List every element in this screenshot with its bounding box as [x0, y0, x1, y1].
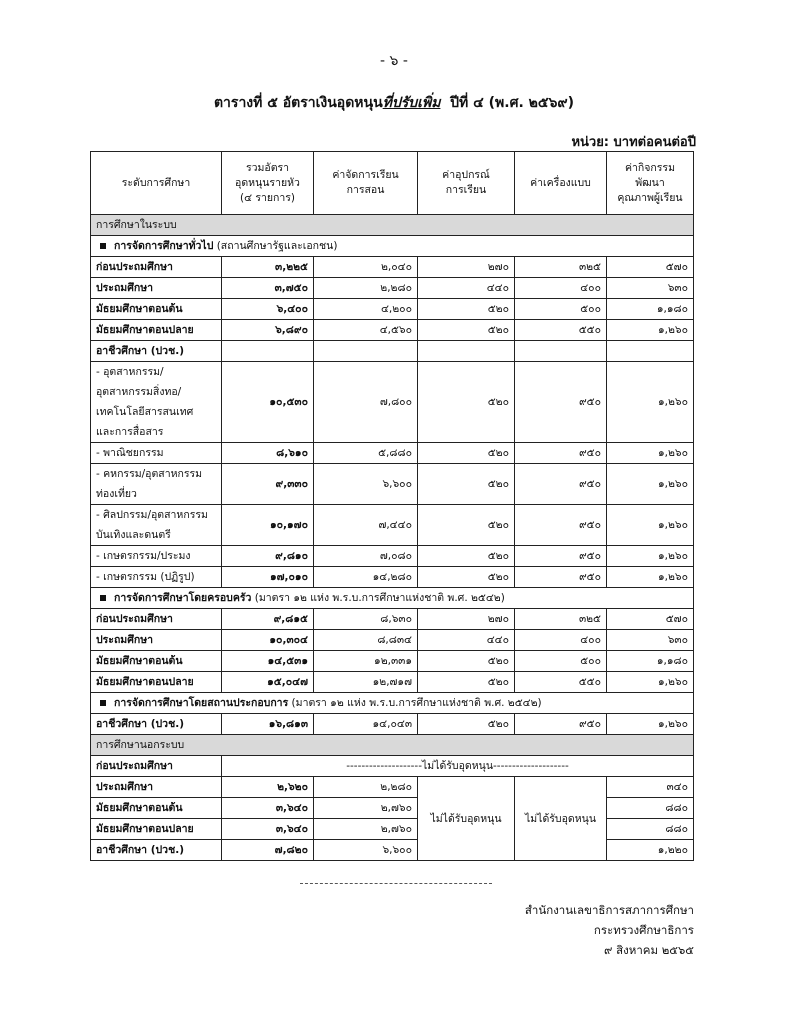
- cell-activity: ๖๓๐: [607, 278, 694, 299]
- cell-activity: ๑,๒๖๐: [607, 464, 694, 505]
- cell-uniform: ๔๐๐: [515, 630, 607, 651]
- nonformal-preschool-row: [91, 756, 694, 777]
- cell-total: ๑๐,๓๐๔: [222, 630, 314, 651]
- cell-total: ๑๐,๑๗๐: [222, 505, 314, 546]
- row-label: มัธยมศึกษาตอนต้น: [91, 651, 222, 672]
- bullet-icon: [100, 595, 106, 601]
- cell-total: ๒,๖๒๐: [222, 777, 314, 798]
- cell-teaching: ๕,๘๘๐: [314, 443, 418, 464]
- bullet-icon: [100, 700, 106, 706]
- cell-uniform: ๙๕๐: [515, 464, 607, 505]
- cell-teaching: ๑๔,๐๔๓: [314, 714, 418, 735]
- header-teaching: [314, 152, 418, 215]
- group-title: การจัดการศึกษาโดยครอบครัว: [114, 592, 252, 604]
- cell-equipment: ๕๒๐: [418, 546, 515, 567]
- empty-cell: [314, 341, 418, 362]
- signature-office: สำนักงานเลขาธิการสภาการศึกษา: [524, 903, 694, 917]
- header-level: ระดับการศึกษา: [91, 152, 222, 215]
- cell-teaching: ๒,๐๔๐: [314, 257, 418, 278]
- cell-equipment: ๔๔๐: [418, 278, 515, 299]
- section-label: การศึกษาในระบบ: [91, 215, 694, 236]
- table-row: [91, 714, 694, 735]
- group-row-family: [91, 588, 694, 609]
- table-row: [91, 651, 694, 672]
- cell-equipment: ๕๒๐: [418, 567, 515, 588]
- signature-date: ๙ สิงหาคม ๒๕๖๕: [604, 943, 694, 957]
- cell-activity: ๑,๑๘๐: [607, 651, 694, 672]
- header-equipment-line2: การเรียน: [445, 184, 487, 196]
- table-row: [91, 672, 694, 693]
- cell-uniform: ๙๕๐: [515, 362, 607, 443]
- cell-equipment: ๒๗๐: [418, 609, 515, 630]
- table-header-row: [91, 152, 694, 215]
- cell-uniform: ๓๒๕: [515, 257, 607, 278]
- group-row-general: [91, 236, 694, 257]
- cell-teaching: ๒,๒๘๐: [314, 278, 418, 299]
- row-label: ก่อนประถมศึกษา: [91, 257, 222, 278]
- table-row: [91, 505, 694, 546]
- table-row: [91, 630, 694, 651]
- cell-activity: ๘๘๐: [607, 798, 694, 819]
- cell-equipment: ๕๒๐: [418, 505, 515, 546]
- cell-activity: ๑,๒๖๐: [607, 672, 694, 693]
- table-row: [91, 609, 694, 630]
- cell-teaching: ๗,๔๔๐: [314, 505, 418, 546]
- table-row: [91, 257, 694, 278]
- header-teaching-line1: ค่าจัดการเรียน: [332, 169, 399, 181]
- cell-total: ๗,๘๒๐: [222, 840, 314, 861]
- cell-activity: ๑,๑๘๐: [607, 299, 694, 320]
- empty-cell: [418, 341, 515, 362]
- header-total-line1: รวมอัตรา: [245, 161, 290, 174]
- cell-total: ๓,๒๒๕: [222, 257, 314, 278]
- header-activity-line1: ค่ากิจกรรมพัฒนา: [625, 161, 675, 189]
- cell-teaching: ๒,๗๖๐: [314, 819, 418, 840]
- cell-total: ๘,๖๑๐: [222, 443, 314, 464]
- footer-divider: [300, 883, 492, 884]
- cell-equipment: ๕๒๐: [418, 672, 515, 693]
- cell-uniform: ๕๕๐: [515, 672, 607, 693]
- table-row: [91, 299, 694, 320]
- header-total-line2: อุดหนุนรายหัว: [235, 176, 300, 189]
- cell-activity: ๑,๒๖๐: [607, 443, 694, 464]
- cell-activity: ๘๘๐: [607, 819, 694, 840]
- cell-uniform: ๔๐๐: [515, 278, 607, 299]
- cell-teaching: ๖,๖๐๐: [314, 840, 418, 861]
- table-row: [91, 777, 694, 798]
- group-note: (มาตรา ๑๒ แห่ง พ.ร.บ.การศึกษาแห่งชาติ พ.ศ. ๒๕๔๒): [288, 697, 542, 709]
- title-emphasis: ที่ปรับเพิ่ม: [382, 95, 441, 111]
- cell-teaching: ๔,๕๖๐: [314, 320, 418, 341]
- cell-teaching: ๑๒,๗๑๗: [314, 672, 418, 693]
- cell-activity: ๑,๒๖๐: [607, 320, 694, 341]
- cell-total: ๓,๖๔๐: [222, 798, 314, 819]
- cell-equipment: ๒๗๐: [418, 257, 515, 278]
- table-data-body: [91, 257, 694, 861]
- cell-total: ๙,๘๑๐: [222, 546, 314, 567]
- header-activity-line2: คุณภาพผู้เรียน: [617, 191, 683, 204]
- table-row: [91, 464, 694, 505]
- empty-cell: [222, 341, 314, 362]
- row-label: ประถมศึกษา: [91, 278, 222, 299]
- row-label: อาชีวศึกษา (ปวช.): [91, 840, 222, 861]
- cell-equipment: ๔๔๐: [418, 630, 515, 651]
- row-label: ก่อนประถมศึกษา: [91, 609, 222, 630]
- cell-equipment: ๕๒๐: [418, 320, 515, 341]
- cell-activity: ๕๗๐: [607, 257, 694, 278]
- cell-activity: ๕๗๐: [607, 609, 694, 630]
- group-title: การจัดการศึกษาโดยสถานประกอบการ: [114, 697, 289, 709]
- cell-teaching: ๘,๘๓๔: [314, 630, 418, 651]
- cell-uniform: ๕๐๐: [515, 299, 607, 320]
- subsidy-rate-table: [90, 151, 694, 861]
- cell-uniform: ๙๕๐: [515, 714, 607, 735]
- row-label: ประถมศึกษา: [91, 630, 222, 651]
- group-label: [91, 236, 694, 257]
- cell-teaching: ๖,๖๐๐: [314, 464, 418, 505]
- cell-activity: ๑,๒๖๐: [607, 362, 694, 443]
- cell-uniform-not-subsidized: ไม่ได้รับอุดหนุน: [515, 777, 607, 861]
- cell-total: ๙,๘๑๕: [222, 609, 314, 630]
- cell-uniform: ๕๐๐: [515, 651, 607, 672]
- row-label: มัธยมศึกษาตอนต้น: [91, 299, 222, 320]
- row-label: มัธยมศึกษาตอนต้น: [91, 798, 222, 819]
- cell-activity: ๑,๒๒๐: [607, 840, 694, 861]
- row-label: ประถมศึกษา: [91, 777, 222, 798]
- header-uniform: ค่าเครื่องแบบ: [515, 152, 607, 215]
- title-suffix: ปีที่ ๔ (พ.ศ. ๒๕๖๙): [440, 95, 575, 111]
- empty-cell: [607, 341, 694, 362]
- cell-teaching: ๒,๗๖๐: [314, 798, 418, 819]
- row-label: - ศิลปกรรม/อุตสาหกรรม บันเทิงและดนตรี: [91, 505, 222, 546]
- header-equipment-line1: ค่าอุปกรณ์: [442, 169, 490, 181]
- row-label: - เกษตรกรรม/ประมง: [91, 546, 222, 567]
- table-row: [91, 362, 694, 443]
- vocational-header-row: [91, 341, 694, 362]
- table-row: [91, 443, 694, 464]
- cell-activity: ๑,๒๖๐: [607, 567, 694, 588]
- title-prefix: ตารางที่ ๕ อัตราเงินอุดหนุน: [213, 95, 383, 111]
- cell-equipment: ๕๒๐: [418, 362, 515, 443]
- header-equipment: [418, 152, 515, 215]
- cell-total: ๑๐,๕๓๐: [222, 362, 314, 443]
- cell-total: ๓,๖๔๐: [222, 819, 314, 840]
- cell-activity: ๓๔๐: [607, 777, 694, 798]
- table-row: [91, 567, 694, 588]
- group-label: [91, 588, 694, 609]
- cell-total: ๖,๔๐๐: [222, 299, 314, 320]
- cell-uniform: ๙๕๐: [515, 567, 607, 588]
- cell-equipment-not-subsidized: ไม่ได้รับอุดหนุน: [418, 777, 515, 861]
- cell-teaching: ๗,๐๘๐: [314, 546, 418, 567]
- header-total-line3: (๔ รายการ): [239, 191, 296, 204]
- page-title: [0, 92, 788, 114]
- cell-equipment: ๕๒๐: [418, 299, 515, 320]
- table-body: [91, 215, 694, 257]
- row-label: - คหกรรม/อุตสาหกรรม ท่องเที่ยว: [91, 464, 222, 505]
- cell-teaching: ๒,๒๘๐: [314, 777, 418, 798]
- cell-equipment: ๕๒๐: [418, 464, 515, 505]
- signature-ministry: กระทรวงศึกษาธิการ: [593, 923, 694, 937]
- cell-total: ๑๖,๘๑๓: [222, 714, 314, 735]
- cell-teaching: ๗,๘๐๐: [314, 362, 418, 443]
- header-activity: [607, 152, 694, 215]
- cell-equipment: ๕๒๐: [418, 651, 515, 672]
- group-label: [91, 693, 694, 714]
- group-row-enterprise: [91, 693, 694, 714]
- unit-label: หน่วย: บาทต่อคนต่อปี: [571, 135, 696, 150]
- group-note: (สถานศึกษารัฐและเอกชน): [213, 240, 338, 252]
- section-label: การศึกษานอกระบบ: [91, 735, 694, 756]
- row-label: - พาณิชยกรรม: [91, 443, 222, 464]
- cell-total: ๑๔,๕๓๑: [222, 651, 314, 672]
- table-row: [91, 320, 694, 341]
- cell-equipment: ๕๒๐: [418, 714, 515, 735]
- row-label: ก่อนประถมศึกษา: [91, 756, 222, 777]
- cell-uniform: ๕๕๐: [515, 320, 607, 341]
- cell-total: ๑๗,๐๑๐: [222, 567, 314, 588]
- cell-teaching: ๑๔,๒๘๐: [314, 567, 418, 588]
- table-row: [91, 546, 694, 567]
- page-number: - ๖ -: [380, 53, 408, 69]
- cell-activity: ๑,๒๖๐: [607, 546, 694, 567]
- row-label: - อุตสาหกรรม/ อุตสาหกรรมสิ่งทอ/ เทคโนโลยีสารสนเทศ และการสื่อสาร: [91, 362, 222, 443]
- row-label: มัธยมศึกษาตอนปลาย: [91, 320, 222, 341]
- signature-block: [525, 900, 694, 960]
- cell-uniform: ๙๕๐: [515, 505, 607, 546]
- cell-total: ๖,๘๙๐: [222, 320, 314, 341]
- cell-uniform: ๙๕๐: [515, 546, 607, 567]
- header-total: [222, 152, 314, 215]
- cell-total: ๓,๗๕๐: [222, 278, 314, 299]
- cell-teaching: ๑๒,๓๓๑: [314, 651, 418, 672]
- bullet-icon: [100, 243, 106, 249]
- row-label: อาชีวศึกษา (ปวช.): [91, 341, 222, 362]
- row-label: มัธยมศึกษาตอนปลาย: [91, 819, 222, 840]
- row-label: - เกษตรกรรม (ปฏิรูป): [91, 567, 222, 588]
- header-teaching-line2: การสอน: [346, 184, 385, 196]
- section-row-nonformal: [91, 735, 694, 756]
- row-label: มัธยมศึกษาตอนปลาย: [91, 672, 222, 693]
- section-row-formal: [91, 215, 694, 236]
- row-label: อาชีวศึกษา (ปวช.): [91, 714, 222, 735]
- empty-cell: [515, 341, 607, 362]
- not-subsidized-note: --------------------ไม่ได้รับอุดหนุน--------------------: [222, 756, 694, 777]
- cell-uniform: ๙๕๐: [515, 443, 607, 464]
- table-row: [91, 278, 694, 299]
- cell-total: ๑๕,๐๔๗: [222, 672, 314, 693]
- cell-equipment: ๕๒๐: [418, 443, 515, 464]
- cell-uniform: ๓๒๕: [515, 609, 607, 630]
- cell-activity: ๑,๒๖๐: [607, 714, 694, 735]
- cell-teaching: ๔,๒๐๐: [314, 299, 418, 320]
- cell-teaching: ๘,๖๓๐: [314, 609, 418, 630]
- cell-activity: ๑,๒๖๐: [607, 505, 694, 546]
- group-note: (มาตรา ๑๒ แห่ง พ.ร.บ.การศึกษาแห่งชาติ พ.ศ. ๒๕๔๒): [251, 592, 505, 604]
- cell-total: ๙,๓๓๐: [222, 464, 314, 505]
- cell-activity: ๖๓๐: [607, 630, 694, 651]
- group-title: การจัดการศึกษาทั่วไป: [114, 240, 214, 252]
